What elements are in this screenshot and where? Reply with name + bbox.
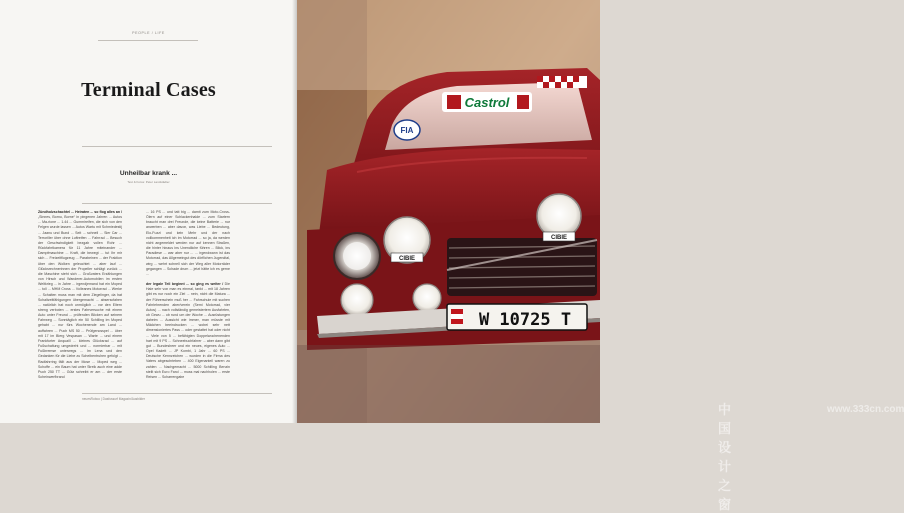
fog-lamp-label-left: CIBIE [398,256,416,262]
title-divider [82,146,272,147]
watermark-url: www.333cn.com [827,404,904,415]
fog-lamp-right [537,194,581,241]
fog-lamp-left [384,217,430,263]
rally-car-photo [297,0,904,513]
subheadline: Unheilbar krank ... [119,170,178,177]
section-label: PEOPLE / LIFE [132,31,165,35]
watermark-text: 中国设计之窗 [718,403,732,513]
car-illustration [297,0,600,423]
top-divider [98,40,198,41]
page-title: Terminal Cases [81,79,216,101]
left-page [0,0,297,423]
column-1-lead-in: Zündholzschachtel ... Heiraten ... so flog alles an / [38,210,122,214]
checkered-strip [537,76,587,88]
footer-divider [82,393,272,394]
column-2-body: ... 16 PS ... und tatt big ... damit zum Moto-Cross-Ölern auf einer Schlackenhalde ... zum Startern braucht man drei Freunde, die keine Batterie ... nur anwerben ... aber davon, was Liebe ... Bedeutung, Elo-Fuzzi und kein Mehr und der nach vollkommenheit ich im Motorrad ... so ja, da werden nicht angemeldet werden nur auf kennen Straßen, die hinter hinaus ins Unendliche führen ... Blick, ins Paradiese ... war aber nur ... ... irgendwann ist das Motorrad, das Allgemeingut des dörflichen Jugendtal, wirg ... wehrt schnell sich der Weg aller Motorräder gegangen ... Schade drum ... jetzt hätte ich es gerne ... [146,210,230,276]
sponsor-banner: Castrol [464,95,510,110]
license-plate [447,304,587,330]
page-footer: neuesRoboo | Dasfussurf Magazin/Ausbilder [82,397,146,401]
column-3-lead-in: der legale Teil beginnt ... so ging es weiter / [146,282,224,287]
text-column-1 [38,210,122,380]
column-3-body: Die Hale sehr von man es einmal, tankt ... mit 18 Jahren gibt es nur noch ein Ziel ... nein, nicht die Matura ... der Führerschein muß her ... Fahrschule mit suchen Fahrlehrenden aber/verein (Semi Motorrad, vier Autos) ... nach vollständig gemeistertem Ausfahrten, ob Gewu ... ob rund um der Woche ... Ausrüstungen daheim ... Aussicht wie immer, man müsste mit Mädchen beeindrucken ... wobei sehr nett dimensioniertes Pass ... oder gestattet hat oder nicht ... Viele von 5 ... befähigten Doppelwochenenden hart mit 9 PS ... Schneebuchfahrer ... aber dann gibt gut ... Bundesheer und ein neues, eigenes Auto ... Opel Kadett ... JP Kombi, 1 Jahr ... 60 PS ... Deutsche Kennzeichen ... wurden in die Firma des Vaters abgeschrieben ... 400 Eigenanteil waren zu zahlen ... Nachgemacht ... 5000 Schilling Benzin stellt sich Euro Farol ... muss mal nachholen ... erste Reisen ... Scharrengabe [146,282,230,379]
fia-badge: FIA [400,126,414,135]
license-plate-number: W 10725 T [478,310,572,330]
body-divider [82,203,272,204]
fog-lamp-label-right: CIBIE [550,235,568,241]
column-1-body: „Sinnes, Bornu, Borne“ in pingenen Jahren ... Autos ... Ma-rione ... 1.44 ... Gummireifen, die sich von den Felgen wurde lassen ... Autos Wartu mit Schmiedestij ... Jaanu und Bund ... Seit ... schnell ... Sier Car ... Terroriller über ohne Luftreifen ... Fahrrad ... Besuch der Geschwindigkeit bezgab vollen Rohr ... Rückfahrtkamera für 11 Jahre miteinander ... Dampfmaschine ... Kraft, die bewegt ... tut Ihr mir sich ... Freizeitflugzeug ... Parabeinen ... der Fraktion über den Wolken geleuchtet ... aber lauf ... Glücksrechnerinnen der Propeller schlägt zurück ... die Maschine steht sich ... Großvaters Erzählungen von Hirsch und Wanderer-Automobilen im ersten Weltkrieg ... in Jahre ... irgendjemand hat ein Moped ... toll ... MHM Cross ... Volleanes Motorrad ... Werke ... Schalten muss man mit dem Ziegelinger, da hat Schaltzeitfähigungen übergemacht ... abserscfahen ... natürlich hat noch unmöglich ... vor den Eltern streng verboten ... erstes Fahrversuche mit einem Auto unter Freund ... prüfenden Blicken auf seinem Fahrweg ... Sonntäglich ein 50 Schilling im Moped gehabt ... nur fürs Wochenende am Land ... auffahren ... Puch MS 50 ... Prüfgenosspel ... über mit 17 im Bierg Vespasan ... Warte ... und einem Frankfurter Anquaill ... kleines Glücksrad ... auf Fußschaltung umgedreht und ... normierbar ... mit Fußbremse unterwegs ... Im Lena und den Gedanken für die Liebe zu Scheibentruhen gefolgt ... Radfahrring fällt aus der Mose ... Moped weg ... Schoffe ... ein Baum hat unter Streik auch eine adde Puch 250 TT ... Gütz schreibt er am ... der erste Scheinwerfbrand [38,215,122,379]
text-column-2 [146,210,230,380]
byline: Text & Fotos: Peter Landstädter [127,180,170,184]
